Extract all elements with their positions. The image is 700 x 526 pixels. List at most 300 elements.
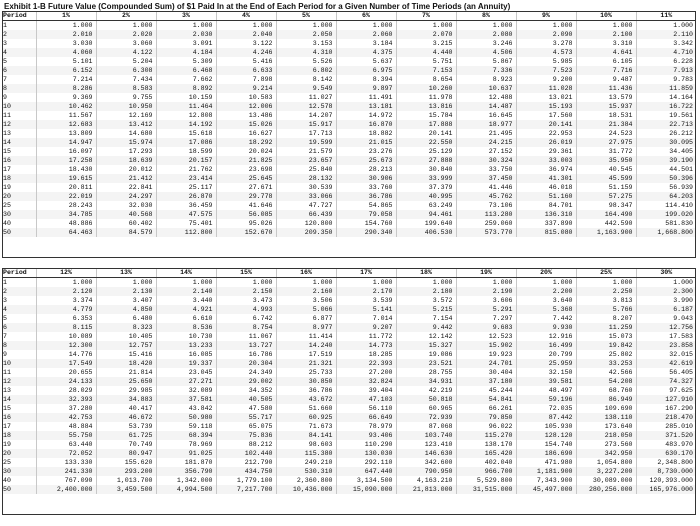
value-cell: 34.883 xyxy=(96,395,156,404)
value-cell: 146.630 xyxy=(396,449,456,458)
value-cell: 32.393 xyxy=(36,395,96,404)
value-cell: 2.110 xyxy=(636,30,696,39)
value-cell: 3.640 xyxy=(516,296,576,305)
value-cell: 57.275 xyxy=(576,192,636,201)
value-cell: 7.662 xyxy=(156,75,216,84)
value-cell: 6.152 xyxy=(36,66,96,75)
value-cell: 9.214 xyxy=(216,84,276,93)
value-cell: 17.549 xyxy=(36,359,96,368)
value-cell: 66.261 xyxy=(456,404,516,413)
value-cell: 199.640 xyxy=(396,219,456,228)
value-cell: 72.035 xyxy=(516,404,576,413)
value-cell: 66.439 xyxy=(276,210,336,219)
value-cell: 6.105 xyxy=(576,57,636,66)
value-cell: 5.309 xyxy=(156,57,216,66)
value-cell: 70.749 xyxy=(96,440,156,449)
period-cell: 20 xyxy=(2,449,36,458)
value-cell: 113.280 xyxy=(456,210,516,219)
value-cell: 84.141 xyxy=(276,431,336,440)
rate-header: 25% xyxy=(576,268,636,278)
value-cell: 3.215 xyxy=(396,39,456,48)
value-cell: 128.120 xyxy=(516,431,576,440)
value-cell: 4.573 xyxy=(516,48,576,57)
value-cell: 20.799 xyxy=(516,350,576,359)
value-cell: 5.637 xyxy=(336,57,396,66)
value-cell: 3.246 xyxy=(456,39,516,48)
value-cell: 2.130 xyxy=(96,287,156,296)
period-cell: 25 xyxy=(3,202,11,209)
value-cell: 7.297 xyxy=(456,314,516,323)
value-cell: 2.190 xyxy=(456,287,516,296)
value-cell: 1.000 xyxy=(396,278,456,288)
value-cell: 15.917 xyxy=(276,120,336,129)
value-cell: 5,529.800 xyxy=(456,476,516,485)
value-cell: 15.784 xyxy=(396,111,456,120)
value-cell: 22.713 xyxy=(636,120,696,129)
period-cell: 17 xyxy=(3,423,11,430)
value-cell: 13.486 xyxy=(216,111,276,120)
value-cell: 2.120 xyxy=(36,287,96,296)
period-cell: 18 xyxy=(2,431,36,440)
value-cell: 23.521 xyxy=(396,359,456,368)
value-cell: 22.841 xyxy=(96,183,156,192)
value-cell: 30.324 xyxy=(456,156,516,165)
value-cell: 20.024 xyxy=(216,147,276,156)
value-cell: 3.153 xyxy=(276,39,336,48)
value-cell: 3.060 xyxy=(96,39,156,48)
value-cell: 43.842 xyxy=(156,404,216,413)
period-header: Period xyxy=(2,11,36,21)
value-cell: 94.461 xyxy=(396,210,456,219)
value-cell: 2,400.000 xyxy=(36,485,96,494)
rate-header: 12% xyxy=(36,268,96,278)
table-row xyxy=(2,219,696,228)
table-row xyxy=(2,66,696,75)
value-cell: 28.243 xyxy=(36,201,96,210)
value-cell: 114.410 xyxy=(636,201,696,210)
value-cell: 1.000 xyxy=(576,278,636,288)
value-cell: 14.776 xyxy=(36,350,96,359)
value-cell: 406.530 xyxy=(396,228,456,237)
rate-header: 20% xyxy=(516,268,576,278)
value-cell: 3.278 xyxy=(516,39,576,48)
value-cell: 84.579 xyxy=(96,228,156,237)
value-cell: 27.271 xyxy=(156,377,216,386)
value-cell: 14.207 xyxy=(276,111,336,120)
value-cell: 4.440 xyxy=(396,48,456,57)
rate-header: 16% xyxy=(276,268,336,278)
value-cell: 3.342 xyxy=(636,39,696,48)
value-cell: 209.350 xyxy=(276,228,336,237)
period-cell: 50 xyxy=(2,485,36,494)
value-cell: 20.811 xyxy=(36,183,96,192)
rate-header: 15% xyxy=(216,268,276,278)
period-cell: 2 xyxy=(2,30,36,39)
value-cell: 1.000 xyxy=(396,21,456,31)
value-cell: 36.786 xyxy=(336,192,396,201)
value-cell: 14.487 xyxy=(456,102,516,111)
period-cell: 16 xyxy=(2,413,36,422)
value-cell: 12.756 xyxy=(636,323,696,332)
value-cell: 767.090 xyxy=(36,476,96,485)
value-cell: 84.701 xyxy=(516,201,576,210)
value-cell: 15.937 xyxy=(576,102,636,111)
value-cell: 59.196 xyxy=(516,395,576,404)
rate-header: 17% xyxy=(336,268,396,278)
value-cell: 28.132 xyxy=(276,174,336,183)
table-row xyxy=(2,377,696,386)
value-cell: 15.026 xyxy=(216,120,276,129)
period-cell: 16 xyxy=(2,156,36,165)
rate-header: 7% xyxy=(396,11,456,21)
value-cell: 7.154 xyxy=(396,314,456,323)
table-row xyxy=(2,485,696,494)
value-cell: 13.579 xyxy=(576,93,636,102)
value-cell: 6.480 xyxy=(96,314,156,323)
value-cell: 292.110 xyxy=(336,458,396,467)
value-cell: 249.210 xyxy=(276,458,336,467)
value-cell: 14.773 xyxy=(336,341,396,350)
table-row xyxy=(2,147,696,156)
value-cell: 19.561 xyxy=(636,111,696,120)
value-cell: 293.200 xyxy=(96,467,156,476)
value-cell: 23.858 xyxy=(636,341,696,350)
table-row xyxy=(2,422,696,431)
value-cell: 2.080 xyxy=(456,30,516,39)
value-cell: 4.641 xyxy=(576,48,636,57)
value-cell: 31,515.000 xyxy=(456,485,516,494)
value-cell: 2.150 xyxy=(216,287,276,296)
value-cell: 10.950 xyxy=(96,102,156,111)
value-cell: 30.906 xyxy=(336,174,396,183)
value-cell: 5.368 xyxy=(516,305,576,314)
value-cell: 8.394 xyxy=(336,75,396,84)
table-row xyxy=(2,93,696,102)
value-cell: 39.404 xyxy=(336,386,396,395)
value-cell: 42.219 xyxy=(396,386,456,395)
table-row xyxy=(2,138,696,147)
value-cell: 17.258 xyxy=(36,156,96,165)
value-cell: 9.487 xyxy=(576,75,636,84)
value-cell: 7,343.900 xyxy=(516,476,576,485)
value-cell: 11.491 xyxy=(336,93,396,102)
value-cell: 73.106 xyxy=(456,201,516,210)
value-cell: 37.450 xyxy=(456,174,516,183)
value-cell: 5.215 xyxy=(396,305,456,314)
value-cell: 2.200 xyxy=(516,287,576,296)
value-cell: 22.550 xyxy=(396,138,456,147)
value-cell: 47.575 xyxy=(156,210,216,219)
value-cell: 530.310 xyxy=(276,467,336,476)
value-cell: 342.600 xyxy=(396,458,456,467)
value-cell: 27.975 xyxy=(576,138,636,147)
table-row xyxy=(2,305,696,314)
value-cell: 25.673 xyxy=(336,156,396,165)
value-cell: 48.884 xyxy=(36,422,96,431)
value-cell: 33.066 xyxy=(276,192,336,201)
exhibit-title: Exhibit 1-B Future Value (Compounded Sum) of $1 Paid In at the End of Each Period for a Given Number of Time Periods (an Annuity) xyxy=(4,2,511,11)
value-cell: 16.722 xyxy=(636,102,696,111)
value-cell: 93.406 xyxy=(336,431,396,440)
value-cell: 40.505 xyxy=(216,395,276,404)
value-cell: 10.637 xyxy=(456,84,516,93)
value-cell: 3.407 xyxy=(96,296,156,305)
value-cell: 2.070 xyxy=(396,30,456,39)
value-cell: 13.809 xyxy=(36,129,96,138)
value-cell: 23.698 xyxy=(216,165,276,174)
value-cell: 8.583 xyxy=(96,84,156,93)
value-cell: 112.800 xyxy=(156,228,216,237)
value-cell: 18.639 xyxy=(96,156,156,165)
period-cell: 1 xyxy=(3,279,7,286)
value-cell: 12.523 xyxy=(456,332,516,341)
value-cell: 12.300 xyxy=(36,341,96,350)
value-cell: 16.097 xyxy=(36,147,96,156)
period-cell: 8 xyxy=(2,84,36,93)
value-cell: 4.710 xyxy=(636,48,696,57)
table-row xyxy=(2,21,696,31)
value-cell: 22.019 xyxy=(36,192,96,201)
value-cell: 30.840 xyxy=(396,165,456,174)
value-cell: 165,976.000 xyxy=(636,485,696,494)
table-row xyxy=(2,111,696,120)
value-cell: 37.280 xyxy=(36,404,96,413)
value-cell: 34.931 xyxy=(396,377,456,386)
value-cell: 20.157 xyxy=(156,156,216,165)
value-cell: 7.434 xyxy=(96,75,156,84)
period-cell: 17 xyxy=(3,166,11,173)
rate-header: 6% xyxy=(336,11,396,21)
value-cell: 25.650 xyxy=(96,377,156,386)
value-cell: 173.640 xyxy=(576,422,636,431)
value-cell: 35.950 xyxy=(576,156,636,165)
value-cell: 25.733 xyxy=(276,368,336,377)
value-cell: 59.118 xyxy=(156,422,216,431)
period-cell: 8 xyxy=(2,341,36,350)
value-cell: 5.766 xyxy=(576,305,636,314)
value-cell: 371.520 xyxy=(636,431,696,440)
value-cell: 5.526 xyxy=(276,57,336,66)
value-cell: 47.580 xyxy=(216,404,276,413)
value-cell: 280,256.000 xyxy=(576,485,636,494)
value-cell: 19.337 xyxy=(156,359,216,368)
value-cell: 61.725 xyxy=(96,431,156,440)
value-cell: 19.923 xyxy=(456,350,516,359)
period-cell: 13 xyxy=(3,387,11,394)
value-cell: 154.760 xyxy=(336,219,396,228)
value-cell: 88.212 xyxy=(216,440,276,449)
rate-header: 11% xyxy=(636,11,696,21)
value-cell: 11.028 xyxy=(516,84,576,93)
period-cell: 15 xyxy=(3,148,11,155)
value-cell: 25.802 xyxy=(576,350,636,359)
value-cell: 21.495 xyxy=(456,129,516,138)
future-value-table-2 xyxy=(2,268,696,494)
value-cell: 46.672 xyxy=(96,413,156,422)
period-cell: 10 xyxy=(2,102,36,111)
value-cell: 1.000 xyxy=(216,21,276,31)
value-cell: 95.026 xyxy=(216,219,276,228)
value-cell: 18.285 xyxy=(336,350,396,359)
value-cell: 26.212 xyxy=(636,129,696,138)
rate-header: 30% xyxy=(636,268,696,278)
value-cell: 23.045 xyxy=(156,368,216,377)
value-cell: 1,163.900 xyxy=(576,228,636,237)
value-cell: 15.327 xyxy=(396,341,456,350)
table-row xyxy=(2,120,696,129)
value-cell: 2.100 xyxy=(576,30,636,39)
value-cell: 212.790 xyxy=(216,458,276,467)
value-cell: 17.086 xyxy=(156,138,216,147)
period-cell: 4 xyxy=(2,48,36,57)
value-cell: 17.560 xyxy=(516,111,576,120)
value-cell: 18.531 xyxy=(576,111,636,120)
value-cell: 1.000 xyxy=(96,21,156,31)
value-cell: 45.599 xyxy=(576,174,636,183)
value-cell: 573.770 xyxy=(456,228,516,237)
value-cell: 815.080 xyxy=(516,228,576,237)
value-cell: 34.352 xyxy=(216,386,276,395)
value-cell: 79.058 xyxy=(336,210,396,219)
value-cell: 15.902 xyxy=(456,341,516,350)
value-cell: 3.990 xyxy=(636,296,696,305)
rate-header: 2% xyxy=(96,11,156,21)
value-cell: 30.539 xyxy=(276,183,336,192)
value-cell: 41.301 xyxy=(516,174,576,183)
value-cell: 45,497.000 xyxy=(516,485,576,494)
value-cell: 5.101 xyxy=(36,57,96,66)
table-row xyxy=(2,84,696,93)
value-cell: 1.000 xyxy=(336,21,396,31)
value-cell: 110.290 xyxy=(336,440,396,449)
period-cell: 30 xyxy=(2,210,36,219)
value-cell: 7.153 xyxy=(396,66,456,75)
value-cell: 17.713 xyxy=(276,129,336,138)
period-cell: 18 xyxy=(2,174,36,183)
value-cell: 647.440 xyxy=(336,467,396,476)
value-cell: 65.075 xyxy=(216,422,276,431)
period-cell: 2 xyxy=(2,287,36,296)
value-cell: 14.947 xyxy=(36,138,96,147)
table-row xyxy=(2,296,696,305)
value-cell: 17.519 xyxy=(276,350,336,359)
value-cell: 1,668.800 xyxy=(636,228,696,237)
value-cell: 3.374 xyxy=(36,296,96,305)
table-row xyxy=(2,75,696,84)
value-cell: 80.947 xyxy=(96,449,156,458)
value-cell: 23.276 xyxy=(336,147,396,156)
value-cell: 7.442 xyxy=(516,314,576,323)
value-cell: 2.250 xyxy=(576,287,636,296)
value-cell: 11.464 xyxy=(156,102,216,111)
value-cell: 6.610 xyxy=(156,314,216,323)
value-cell: 127.910 xyxy=(636,395,696,404)
table-row xyxy=(2,201,696,210)
value-cell: 30.850 xyxy=(276,377,336,386)
value-cell: 20.012 xyxy=(96,165,156,174)
value-cell: 434.750 xyxy=(216,467,276,476)
value-cell: 1.000 xyxy=(516,278,576,288)
value-cell: 32.015 xyxy=(636,350,696,359)
value-cell: 2.170 xyxy=(336,287,396,296)
value-cell: 44.501 xyxy=(636,165,696,174)
rate-header: 3% xyxy=(156,11,216,21)
rate-header: 4% xyxy=(216,11,276,21)
value-cell: 4.506 xyxy=(456,48,516,57)
value-cell: 402.040 xyxy=(456,458,516,467)
value-cell: 6.633 xyxy=(216,66,276,75)
value-cell: 54.208 xyxy=(576,377,636,386)
value-cell: 36.786 xyxy=(276,386,336,395)
value-cell: 17.293 xyxy=(96,147,156,156)
value-cell: 28.213 xyxy=(336,165,396,174)
value-cell: 8.923 xyxy=(456,75,516,84)
table-row xyxy=(2,57,696,66)
value-cell: 64.203 xyxy=(636,192,696,201)
value-cell: 78.979 xyxy=(336,422,396,431)
value-cell: 30.095 xyxy=(636,138,696,147)
value-cell: 7.014 xyxy=(336,314,396,323)
value-cell: 136.310 xyxy=(516,210,576,219)
value-cell: 18.882 xyxy=(336,129,396,138)
rate-header: 18% xyxy=(396,268,456,278)
value-cell: 8.286 xyxy=(36,84,96,93)
period-cell: 5 xyxy=(3,58,7,65)
value-cell: 36.459 xyxy=(156,201,216,210)
period-cell: 20 xyxy=(2,192,36,201)
value-cell: 8.207 xyxy=(576,314,636,323)
value-cell: 12.488 xyxy=(456,93,516,102)
value-cell: 11.859 xyxy=(636,84,696,93)
value-cell: 9.442 xyxy=(396,323,456,332)
value-cell: 25.117 xyxy=(156,183,216,192)
value-cell: 51.159 xyxy=(576,183,636,192)
value-cell: 1,054.800 xyxy=(576,458,636,467)
value-cell: 6.353 xyxy=(36,314,96,323)
value-cell: 56.085 xyxy=(216,210,276,219)
value-cell: 1.000 xyxy=(636,21,696,31)
value-cell: 4,994.500 xyxy=(156,485,216,494)
value-cell: 4.246 xyxy=(216,48,276,57)
period-cell: 11 xyxy=(3,112,11,119)
value-cell: 21.412 xyxy=(96,174,156,183)
value-cell: 22.393 xyxy=(336,359,396,368)
period-cell: 7 xyxy=(3,333,7,340)
value-cell: 19.842 xyxy=(576,341,636,350)
period-cell: 5 xyxy=(3,315,7,322)
value-cell: 5.066 xyxy=(276,305,336,314)
value-cell: 120,393.000 xyxy=(636,476,696,485)
value-cell: 41.646 xyxy=(216,201,276,210)
value-cell: 18.420 xyxy=(96,359,156,368)
value-cell: 790.950 xyxy=(396,467,456,476)
value-cell: 2.140 xyxy=(156,287,216,296)
value-cell: 4.779 xyxy=(36,305,96,314)
table-row xyxy=(2,156,696,165)
value-cell: 10,436.000 xyxy=(276,485,336,494)
value-cell: 3,459.500 xyxy=(96,485,156,494)
value-cell: 5.204 xyxy=(96,57,156,66)
value-cell: 15.193 xyxy=(516,102,576,111)
value-cell: 164.490 xyxy=(576,210,636,219)
period-cell: 4 xyxy=(2,305,36,314)
value-cell: 18.599 xyxy=(156,147,216,156)
table-row xyxy=(2,404,696,413)
value-cell: 109.690 xyxy=(576,404,636,413)
value-cell: 21.579 xyxy=(276,147,336,156)
value-cell: 14.240 xyxy=(276,341,336,350)
value-cell: 8.142 xyxy=(276,75,336,84)
